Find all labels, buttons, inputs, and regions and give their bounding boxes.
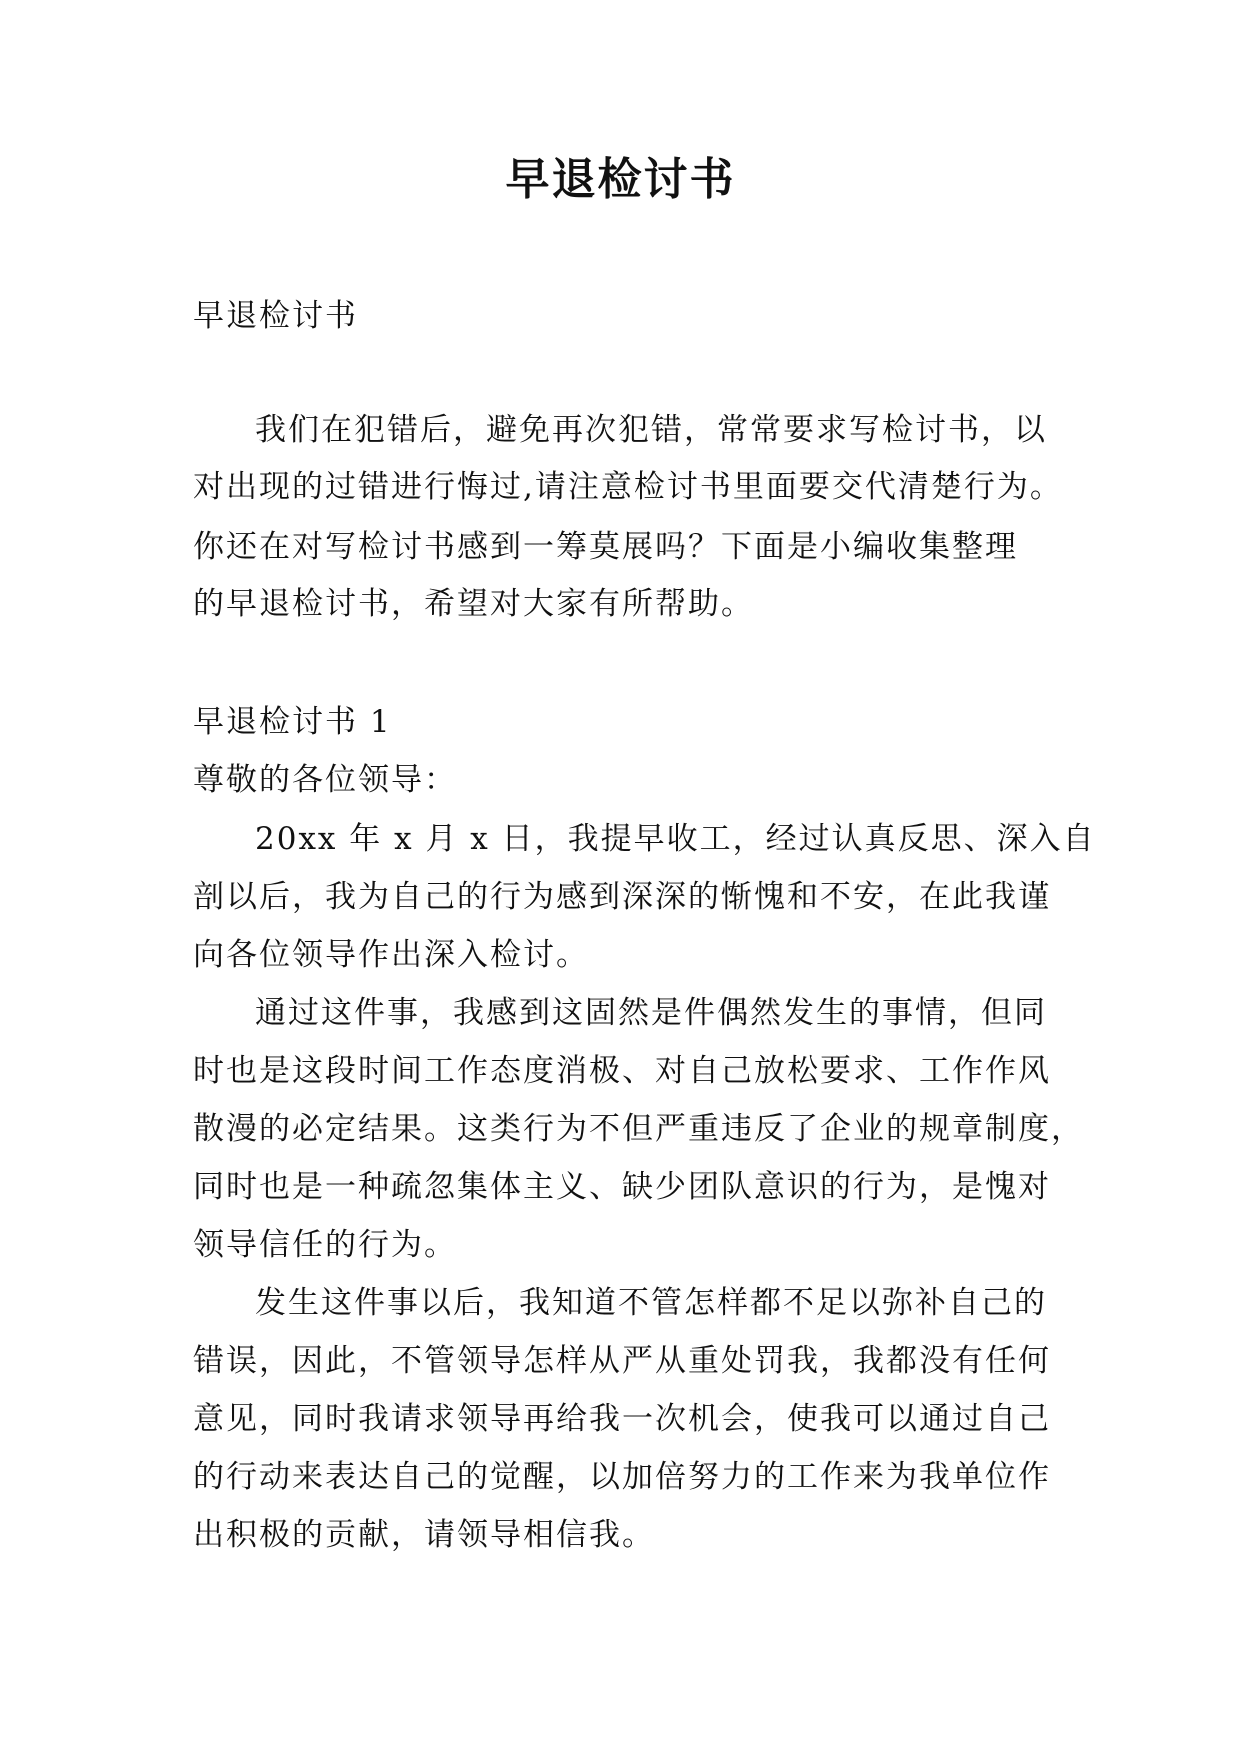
page-title: 早退检讨书 [505, 154, 736, 205]
subtitle: 早退检讨书 [193, 298, 358, 334]
paragraph-line: 发生这件事以后，我知道不管怎样都不足以弥补自己的 [255, 1285, 1047, 1321]
paragraph-line: 时也是这段时间工作态度消极、对自己放松要求、工作作风 [193, 1053, 1051, 1089]
paragraph-line: 的行动来表达自己的觉醒，以加倍努力的工作来为我单位作 [193, 1459, 1051, 1495]
paragraph-line: 意见，同时我请求领导再给我一次机会，使我可以通过自己 [193, 1401, 1051, 1437]
intro-line: 的早退检讨书，希望对大家有所帮助。 [193, 586, 754, 622]
intro-line: 你还在对写检讨书感到一筹莫展吗？下面是小编收集整理 [193, 529, 1018, 565]
salutation: 尊敬的各位领导： [193, 762, 457, 798]
paragraph-line: 通过这件事，我感到这固然是件偶然发生的事情，但同 [255, 995, 1047, 1031]
section-heading: 早退检讨书 1 [193, 704, 392, 740]
paragraph-line: 错误，因此，不管领导怎样从严从重处罚我，我都没有任何 [193, 1343, 1051, 1379]
paragraph-line: 散漫的必定结果。这类行为不但严重违反了企业的规章制度， [193, 1111, 1084, 1147]
intro-line: 我们在犯错后，避免再次犯错，常常要求写检讨书，以 [255, 412, 1047, 448]
paragraph-line: 出积极的贡献，请领导相信我。 [193, 1517, 655, 1553]
intro-line: 对出现的过错进行悔过,请注意检讨书里面要交代清楚行为。 [193, 469, 1063, 505]
paragraph-line: 向各位领导作出深入检讨。 [193, 937, 589, 973]
paragraph-line: 同时也是一种疏忽集体主义、缺少团队意识的行为，是愧对 [193, 1169, 1051, 1205]
paragraph-line: 剖以后，我为自己的行为感到深深的惭愧和不安，在此我谨 [193, 879, 1051, 915]
paragraph-line: 20xx 年 x 月 x 日，我提早收工，经过认真反思、深入自 [255, 821, 1096, 857]
paragraph-line: 领导信任的行为。 [193, 1227, 457, 1263]
